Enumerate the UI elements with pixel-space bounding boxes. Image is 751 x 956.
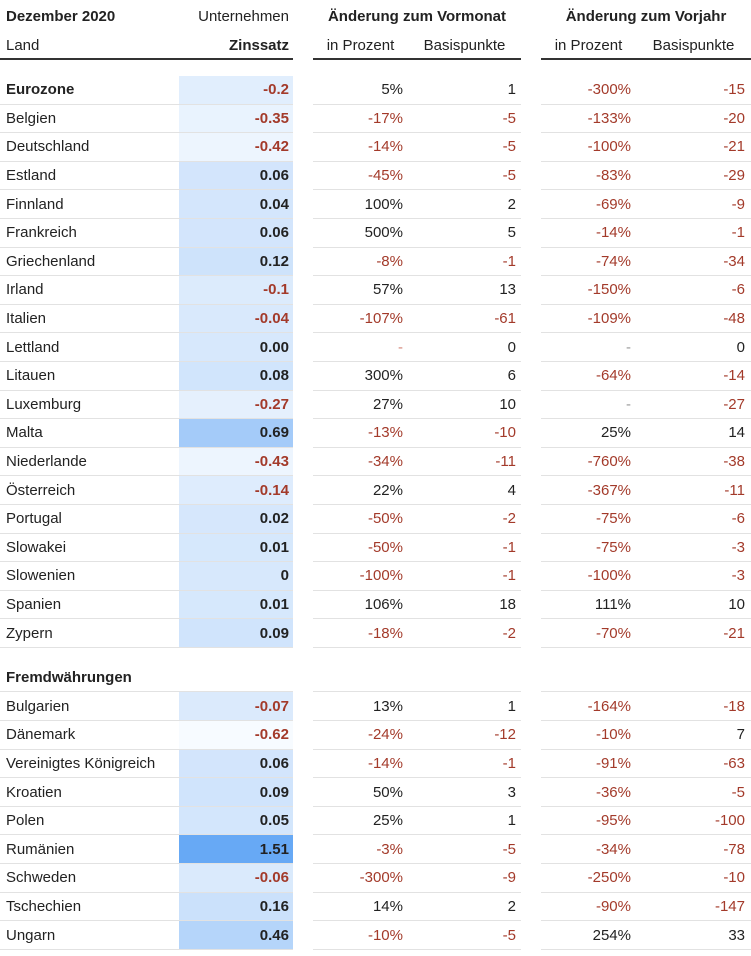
column-gap bbox=[521, 76, 541, 105]
vormonat-pct-cell: -50% bbox=[313, 505, 408, 534]
column-gap bbox=[521, 219, 541, 248]
vorjahr-bp-cell: 10 bbox=[636, 591, 751, 620]
table-row bbox=[0, 162, 751, 191]
vorjahr-bp-cell: -27 bbox=[636, 391, 751, 420]
land-cell: Lettland bbox=[0, 333, 179, 362]
header-spacer bbox=[0, 60, 751, 76]
vormonat-pct-cell bbox=[313, 664, 408, 693]
vormonat-bp-cell: -61 bbox=[408, 305, 521, 334]
column-gap bbox=[293, 864, 313, 893]
land-cell: Bulgarien bbox=[0, 692, 179, 721]
vormonat-group-header: Änderung zum Vormonat bbox=[327, 7, 507, 25]
vormonat-bp-cell: 0 bbox=[408, 333, 521, 362]
vorjahr-pct-cell: -75% bbox=[541, 534, 636, 563]
vormonat-bp-cell: -11 bbox=[408, 448, 521, 477]
vorjahr-bp-cell: -11 bbox=[636, 476, 751, 505]
zinssatz-cell: -0.42 bbox=[179, 133, 293, 162]
zinssatz-cell: 0.06 bbox=[179, 219, 293, 248]
vormonat-bp-cell: -5 bbox=[408, 105, 521, 134]
column-gap bbox=[521, 391, 541, 420]
vormonat-bp-cell: 1 bbox=[408, 76, 521, 105]
land-cell: Slowakei bbox=[0, 534, 179, 563]
zinssatz-cell: -0.07 bbox=[179, 692, 293, 721]
land-cell: Estland bbox=[0, 162, 179, 191]
vorjahr-pct-cell: -91% bbox=[541, 750, 636, 779]
zinssatz-header: Zinssatz bbox=[179, 32, 293, 60]
land-cell: Spanien bbox=[0, 591, 179, 620]
zinssatz-cell: 0.69 bbox=[179, 419, 293, 448]
column-gap bbox=[293, 619, 313, 648]
table-row bbox=[0, 105, 751, 134]
vorjahr-bp-cell: -5 bbox=[636, 778, 751, 807]
column-gap bbox=[521, 664, 541, 693]
land-cell: Vereinigtes Königreich bbox=[0, 750, 179, 779]
land-cell: Luxemburg bbox=[0, 391, 179, 420]
column-gap bbox=[521, 419, 541, 448]
vorjahr-bp-cell: 14 bbox=[636, 419, 751, 448]
table-row bbox=[0, 835, 751, 864]
vorjahr-pct-cell: -75% bbox=[541, 505, 636, 534]
vormonat-pct-cell: -13% bbox=[313, 419, 408, 448]
vormonat-pct-cell: -14% bbox=[313, 750, 408, 779]
vorjahr-pct-cell: -164% bbox=[541, 692, 636, 721]
vormonat-pct-cell: -50% bbox=[313, 534, 408, 563]
vormonat-pct-cell: -300% bbox=[313, 864, 408, 893]
column-gap bbox=[521, 505, 541, 534]
column-gap bbox=[293, 32, 313, 60]
vormonat-pct-cell: -107% bbox=[313, 305, 408, 334]
column-gap bbox=[293, 448, 313, 477]
vormonat-pct-cell: 22% bbox=[313, 476, 408, 505]
vorjahr-bp-cell: -29 bbox=[636, 162, 751, 191]
table-row bbox=[0, 721, 751, 750]
vorjahr-bp-cell: -3 bbox=[636, 534, 751, 563]
column-gap bbox=[521, 692, 541, 721]
table-row bbox=[0, 692, 751, 721]
land-cell: Griechenland bbox=[0, 248, 179, 277]
column-gap bbox=[521, 835, 541, 864]
column-gap bbox=[521, 562, 541, 591]
company-header: Unternehmen bbox=[198, 7, 289, 25]
vorjahr-pct-cell: -36% bbox=[541, 778, 636, 807]
vormonat-bp-cell: -1 bbox=[408, 248, 521, 277]
land-cell: Italien bbox=[0, 305, 179, 334]
column-gap bbox=[521, 362, 541, 391]
vormonat-bp-cell: 6 bbox=[408, 362, 521, 391]
vormonat-pct-cell: -3% bbox=[313, 835, 408, 864]
table-row bbox=[0, 619, 751, 648]
column-gap bbox=[293, 750, 313, 779]
vorjahr-bp-cell: -10 bbox=[636, 864, 751, 893]
vorjahr-pct-cell bbox=[541, 664, 636, 693]
column-gap bbox=[293, 562, 313, 591]
vormonat-pct-cell: 5% bbox=[313, 76, 408, 105]
table-body bbox=[0, 76, 751, 950]
vormonat-pct-cell: 14% bbox=[313, 893, 408, 922]
vorjahr-bp-cell: -20 bbox=[636, 105, 751, 134]
column-gap bbox=[293, 162, 313, 191]
vorjahr-bp-cell bbox=[636, 664, 751, 693]
vorjahr-pct-cell: 25% bbox=[541, 419, 636, 448]
vorjahr-bp-cell: -63 bbox=[636, 750, 751, 779]
vormonat-pct-cell: 27% bbox=[313, 391, 408, 420]
column-gap bbox=[521, 248, 541, 277]
column-gap bbox=[521, 276, 541, 305]
column-gap bbox=[521, 721, 541, 750]
vormonat-pct-cell: -10% bbox=[313, 921, 408, 950]
vorjahr-bp-cell: -78 bbox=[636, 835, 751, 864]
vorjahr-pct-cell: -64% bbox=[541, 362, 636, 391]
vormonat-pct-cell: -18% bbox=[313, 619, 408, 648]
section-row bbox=[0, 664, 751, 693]
table-title: Dezember 2020 bbox=[6, 7, 116, 25]
vormonat-bp-cell: -5 bbox=[408, 835, 521, 864]
vormonat-bp-cell: 13 bbox=[408, 276, 521, 305]
vormonat-bp-cell: -9 bbox=[408, 864, 521, 893]
land-cell: Niederlande bbox=[0, 448, 179, 477]
land-cell: Zypern bbox=[0, 619, 179, 648]
vormonat-bp-cell bbox=[408, 664, 521, 693]
table-row bbox=[0, 921, 751, 950]
zinssatz-cell: -0.43 bbox=[179, 448, 293, 477]
land-cell: Kroatien bbox=[0, 778, 179, 807]
table-row bbox=[0, 750, 751, 779]
land-cell: Portugal bbox=[0, 505, 179, 534]
vormonat-bp-cell: 18 bbox=[408, 591, 521, 620]
column-gap bbox=[293, 305, 313, 334]
column-gap bbox=[293, 893, 313, 922]
land-cell: Rumänien bbox=[0, 835, 179, 864]
vorjahr-bp-cell: -21 bbox=[636, 619, 751, 648]
table-row bbox=[0, 807, 751, 836]
column-gap bbox=[521, 448, 541, 477]
column-gap bbox=[293, 778, 313, 807]
land-cell: Ungarn bbox=[0, 921, 179, 950]
vorjahr-pct-cell: -250% bbox=[541, 864, 636, 893]
vormonat-bp-cell: -2 bbox=[408, 619, 521, 648]
table-row bbox=[0, 591, 751, 620]
vorjahr-bp-cell: 7 bbox=[636, 721, 751, 750]
vorjahr-bp-cell: -1 bbox=[636, 219, 751, 248]
column-gap bbox=[293, 419, 313, 448]
vormonat-bp-cell: 3 bbox=[408, 778, 521, 807]
vorjahr-pct-cell: -133% bbox=[541, 105, 636, 134]
land-cell: Deutschland bbox=[0, 133, 179, 162]
zinssatz-cell: -0.04 bbox=[179, 305, 293, 334]
column-gap bbox=[521, 333, 541, 362]
vorjahr-bp-cell: -15 bbox=[636, 76, 751, 105]
zinssatz-cell: -0.2 bbox=[179, 76, 293, 105]
land-cell: Frankreich bbox=[0, 219, 179, 248]
vormonat-bp-cell: -5 bbox=[408, 162, 521, 191]
vormonat-bp-cell: 1 bbox=[408, 807, 521, 836]
column-gap bbox=[521, 893, 541, 922]
column-gap bbox=[293, 835, 313, 864]
vorjahr-bp-cell: -21 bbox=[636, 133, 751, 162]
vormonat-pct-cell: 25% bbox=[313, 807, 408, 836]
vorjahr-pct-cell: -14% bbox=[541, 219, 636, 248]
land-cell: Irland bbox=[0, 276, 179, 305]
column-gap bbox=[293, 190, 313, 219]
vorjahr-pct-cell: -74% bbox=[541, 248, 636, 277]
vormonat-pct-cell: 50% bbox=[313, 778, 408, 807]
vormonat-bp-cell: -10 bbox=[408, 419, 521, 448]
vormonat-bp-cell: 5 bbox=[408, 219, 521, 248]
vorjahr-bp-cell: -6 bbox=[636, 505, 751, 534]
vormonat-pct-header: in Prozent bbox=[313, 32, 408, 60]
vorjahr-bp-cell: -147 bbox=[636, 893, 751, 922]
vorjahr-pct-cell: -109% bbox=[541, 305, 636, 334]
vorjahr-pct-cell: -367% bbox=[541, 476, 636, 505]
vormonat-pct-cell: -17% bbox=[313, 105, 408, 134]
vormonat-pct-cell: -8% bbox=[313, 248, 408, 277]
vorjahr-pct-cell: -150% bbox=[541, 276, 636, 305]
land-cell: Österreich bbox=[0, 476, 179, 505]
zinssatz-cell: 0.06 bbox=[179, 750, 293, 779]
vorjahr-pct-cell: -100% bbox=[541, 133, 636, 162]
column-gap bbox=[521, 921, 541, 950]
table-row bbox=[0, 505, 751, 534]
section-spacer bbox=[0, 648, 751, 664]
vormonat-pct-cell: -100% bbox=[313, 562, 408, 591]
zinssatz-cell: 0.12 bbox=[179, 248, 293, 277]
zinssatz-cell: -0.14 bbox=[179, 476, 293, 505]
vorjahr-bp-cell: -6 bbox=[636, 276, 751, 305]
vorjahr-pct-cell: -95% bbox=[541, 807, 636, 836]
vormonat-pct-cell: -34% bbox=[313, 448, 408, 477]
vorjahr-bp-cell: -3 bbox=[636, 562, 751, 591]
column-gap bbox=[293, 248, 313, 277]
zinssatz-cell: 0.09 bbox=[179, 778, 293, 807]
column-gap bbox=[521, 32, 541, 60]
vorjahr-bp-cell: -48 bbox=[636, 305, 751, 334]
vorjahr-bp-header: Basispunkte bbox=[636, 32, 751, 60]
vorjahr-bp-cell: -34 bbox=[636, 248, 751, 277]
land-header: Land bbox=[0, 32, 179, 60]
table-row bbox=[0, 534, 751, 563]
vormonat-bp-header: Basispunkte bbox=[408, 32, 521, 60]
column-gap bbox=[293, 534, 313, 563]
zinssatz-cell: 0.08 bbox=[179, 362, 293, 391]
vormonat-pct-cell: -14% bbox=[313, 133, 408, 162]
column-gap bbox=[293, 664, 313, 693]
land-cell: Malta bbox=[0, 419, 179, 448]
column-gap bbox=[521, 807, 541, 836]
vorjahr-bp-cell: -14 bbox=[636, 362, 751, 391]
table-row bbox=[0, 391, 751, 420]
column-gap bbox=[521, 133, 541, 162]
land-cell: Slowenien bbox=[0, 562, 179, 591]
vormonat-pct-cell: 57% bbox=[313, 276, 408, 305]
zinssatz-cell bbox=[179, 664, 293, 693]
table-row bbox=[0, 190, 751, 219]
column-gap bbox=[293, 76, 313, 105]
vorjahr-pct-cell: 111% bbox=[541, 591, 636, 620]
vormonat-bp-cell: 1 bbox=[408, 692, 521, 721]
vormonat-pct-cell: - bbox=[313, 333, 408, 362]
vorjahr-pct-cell: - bbox=[541, 391, 636, 420]
zinssatz-cell: 0.02 bbox=[179, 505, 293, 534]
land-cell: Tschechien bbox=[0, 893, 179, 922]
vormonat-bp-cell: -1 bbox=[408, 750, 521, 779]
table-row bbox=[0, 562, 751, 591]
vormonat-pct-cell: -45% bbox=[313, 162, 408, 191]
vormonat-bp-cell: -2 bbox=[408, 505, 521, 534]
table-row bbox=[0, 248, 751, 277]
vorjahr-pct-cell: -90% bbox=[541, 893, 636, 922]
table-row bbox=[0, 476, 751, 505]
vorjahr-bp-cell: -9 bbox=[636, 190, 751, 219]
vorjahr-bp-cell: -100 bbox=[636, 807, 751, 836]
column-gap bbox=[293, 333, 313, 362]
zinssatz-cell: 0.04 bbox=[179, 190, 293, 219]
vorjahr-pct-cell: -83% bbox=[541, 162, 636, 191]
vormonat-bp-cell: -12 bbox=[408, 721, 521, 750]
zinssatz-cell: 1.51 bbox=[179, 835, 293, 864]
land-cell: Polen bbox=[0, 807, 179, 836]
table-row bbox=[0, 276, 751, 305]
zinssatz-cell: 0.01 bbox=[179, 591, 293, 620]
vorjahr-pct-cell: -34% bbox=[541, 835, 636, 864]
table-row bbox=[0, 219, 751, 248]
vormonat-bp-cell: 10 bbox=[408, 391, 521, 420]
vorjahr-pct-cell: -300% bbox=[541, 76, 636, 105]
column-gap bbox=[293, 505, 313, 534]
vormonat-bp-cell: -1 bbox=[408, 534, 521, 563]
vorjahr-pct-cell: -100% bbox=[541, 562, 636, 591]
vorjahr-pct-cell: -69% bbox=[541, 190, 636, 219]
column-gap bbox=[521, 619, 541, 648]
header-row-columns bbox=[0, 32, 751, 60]
zinssatz-cell: -0.1 bbox=[179, 276, 293, 305]
vormonat-pct-cell: 100% bbox=[313, 190, 408, 219]
zinssatz-cell: 0.01 bbox=[179, 534, 293, 563]
column-gap bbox=[521, 534, 541, 563]
vorjahr-group-header: Änderung zum Vorjahr bbox=[565, 7, 727, 25]
land-cell: Schweden bbox=[0, 864, 179, 893]
vorjahr-pct-cell: -70% bbox=[541, 619, 636, 648]
table-row bbox=[0, 778, 751, 807]
column-gap bbox=[293, 133, 313, 162]
section-row bbox=[0, 76, 751, 105]
land-cell: Dänemark bbox=[0, 721, 179, 750]
table-row bbox=[0, 333, 751, 362]
vorjahr-bp-cell: 0 bbox=[636, 333, 751, 362]
vormonat-bp-cell: 2 bbox=[408, 893, 521, 922]
column-gap bbox=[521, 778, 541, 807]
section-label: Fremdwährungen bbox=[0, 664, 179, 693]
column-gap bbox=[293, 391, 313, 420]
table-row bbox=[0, 362, 751, 391]
column-gap bbox=[521, 750, 541, 779]
zinssatz-cell: 0.46 bbox=[179, 921, 293, 950]
column-gap bbox=[293, 692, 313, 721]
vormonat-bp-cell: 2 bbox=[408, 190, 521, 219]
column-gap bbox=[521, 476, 541, 505]
column-gap bbox=[521, 0, 541, 32]
vormonat-bp-cell: 4 bbox=[408, 476, 521, 505]
table-row bbox=[0, 305, 751, 334]
column-gap bbox=[293, 807, 313, 836]
table-row bbox=[0, 419, 751, 448]
zinssatz-cell: -0.35 bbox=[179, 105, 293, 134]
vorjahr-pct-cell: -10% bbox=[541, 721, 636, 750]
vormonat-bp-cell: -1 bbox=[408, 562, 521, 591]
vormonat-pct-cell: 13% bbox=[313, 692, 408, 721]
column-gap bbox=[521, 864, 541, 893]
vormonat-pct-cell: -24% bbox=[313, 721, 408, 750]
vorjahr-pct-cell: - bbox=[541, 333, 636, 362]
column-gap bbox=[293, 591, 313, 620]
column-gap bbox=[293, 219, 313, 248]
zinssatz-cell: 0.05 bbox=[179, 807, 293, 836]
table-row bbox=[0, 448, 751, 477]
column-gap bbox=[521, 591, 541, 620]
vormonat-pct-cell: 300% bbox=[313, 362, 408, 391]
table-row bbox=[0, 864, 751, 893]
column-gap bbox=[521, 105, 541, 134]
column-gap bbox=[293, 476, 313, 505]
land-cell: Belgien bbox=[0, 105, 179, 134]
vorjahr-pct-header: in Prozent bbox=[541, 32, 636, 60]
zinssatz-cell: -0.27 bbox=[179, 391, 293, 420]
zinssatz-cell: 0.06 bbox=[179, 162, 293, 191]
zinssatz-cell: 0.00 bbox=[179, 333, 293, 362]
zinssatz-cell: -0.06 bbox=[179, 864, 293, 893]
vormonat-pct-cell: 500% bbox=[313, 219, 408, 248]
column-gap bbox=[293, 921, 313, 950]
land-cell: Finnland bbox=[0, 190, 179, 219]
column-gap bbox=[293, 105, 313, 134]
column-gap bbox=[521, 305, 541, 334]
column-gap bbox=[293, 721, 313, 750]
vorjahr-pct-cell: -760% bbox=[541, 448, 636, 477]
vorjahr-bp-cell: 33 bbox=[636, 921, 751, 950]
column-gap bbox=[293, 276, 313, 305]
vormonat-bp-cell: -5 bbox=[408, 133, 521, 162]
vorjahr-pct-cell: 254% bbox=[541, 921, 636, 950]
table-row bbox=[0, 133, 751, 162]
table-row bbox=[0, 893, 751, 922]
vormonat-pct-cell: 106% bbox=[313, 591, 408, 620]
section-label: Eurozone bbox=[0, 76, 179, 105]
vorjahr-bp-cell: -18 bbox=[636, 692, 751, 721]
vorjahr-bp-cell: -38 bbox=[636, 448, 751, 477]
column-gap bbox=[521, 162, 541, 191]
zinssatz-cell: -0.62 bbox=[179, 721, 293, 750]
zinssatz-cell: 0.16 bbox=[179, 893, 293, 922]
header-row-groups bbox=[0, 0, 751, 32]
column-gap bbox=[521, 190, 541, 219]
zinssatz-cell: 0 bbox=[179, 562, 293, 591]
land-cell: Litauen bbox=[0, 362, 179, 391]
column-gap bbox=[293, 0, 313, 32]
vormonat-bp-cell: -5 bbox=[408, 921, 521, 950]
column-gap bbox=[293, 362, 313, 391]
zinssatz-cell: 0.09 bbox=[179, 619, 293, 648]
